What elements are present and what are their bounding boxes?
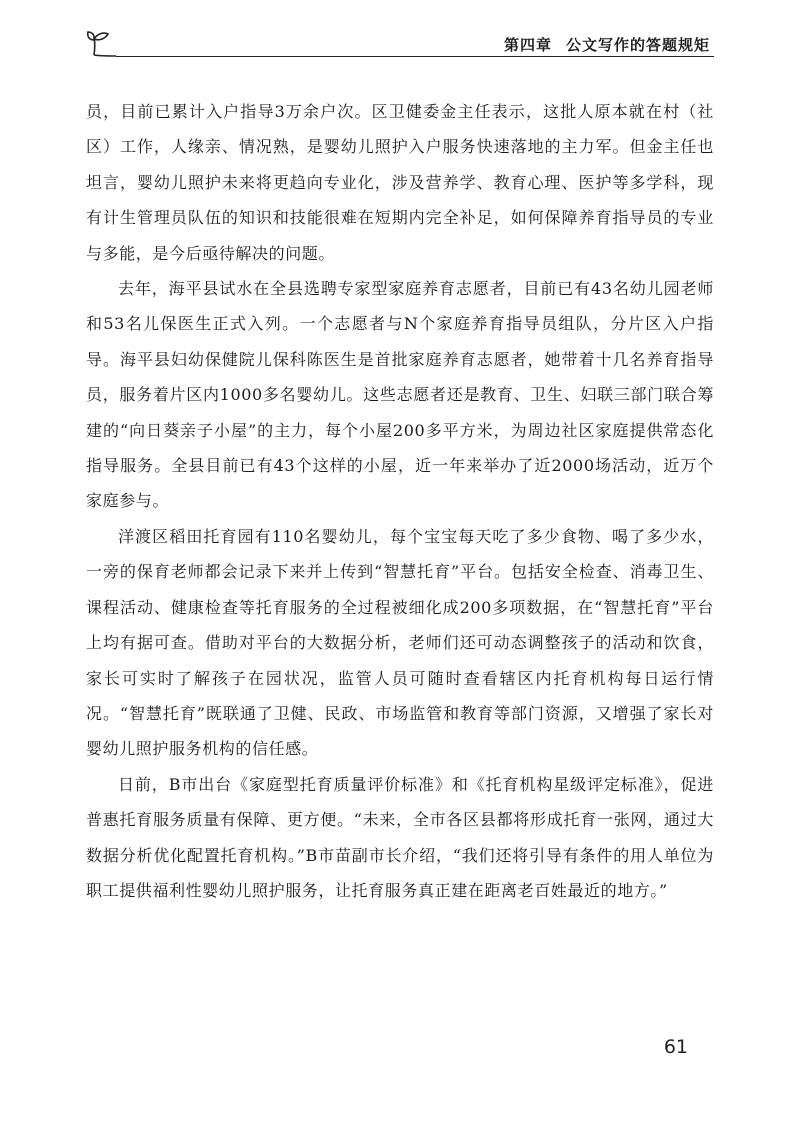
paragraph-2: 去年，海平县试水在全县选聘专家型家庭养育志愿者，目前已有43名幼儿园老师和53名儿保医生正式入列。一个志愿者与N个家庭养育指导员组队，分片区入户指导。海平县妇幼保健院儿保科陈医生是首批家庭养育志愿者，她带着十几名养育指导员，服务着片区内1000多名婴幼儿。这些志愿者还是教育、卫生、妇联三部门联合筹建的“向日葵亲子小屋”的主力，每个小屋200多平方米，为周边社区家庭提供常态化指导服务。全县目前已有43个这样的小屋，近一年来举办了近2000场活动，近万个家庭参与。 <box>86 279 714 511</box>
paragraph-3: 洋渡区稻田托育园有110名婴幼儿，每个宝宝每天吃了多少食物、喝了多少水，一旁的保育老师都会记录下来并上传到“智慧托育”平台。包括安全检查、消毒卫生、课程活动、健康检查等托育服务的全过程被细化成200多项数据，在“智慧托育”平台上均有据可查。借助对平台的大数据分析，老师们还可动态调整孩子的活动和饮食，家长可实时了解孩子在园状况，监管人员可随时查看辖区内托育机构每日运行情况。“智慧托育”既联通了卫健、民政、市场监管和教育等部门资源，又增强了家长对婴幼儿照护服务机构的信任感。 <box>86 526 714 759</box>
header-rule <box>116 56 714 57</box>
body-text <box>86 94 714 908</box>
running-header <box>86 28 714 64</box>
sprout-logo-icon <box>86 28 120 58</box>
paragraph-4: 日前，B市出台《家庭型托育质量评价标准》和《托育机构星级评定标准》，促进普惠托育服务质量有保障、更方便。“未来，全市各区县都将形成托育一张网，通过大数据分析优化配置托育机构。”B市苗副市长介绍，“我们还将引导有条件的用人单位为职工提供福利性婴幼儿照护服务，让托育服务真正建在距离老百姓最近的地方。” <box>86 774 714 900</box>
chapter-header <box>500 34 710 55</box>
chapter-title: 公文写作的答题规矩 <box>565 36 710 54</box>
chapter-label: 第四章 <box>503 36 552 54</box>
paragraph-1: 员，目前已累计入户指导3万余户次。区卫健委金主任表示，这批人原本就在村（社区）工作，人缘亲、情况熟，是婴幼儿照护入户服务快速落地的主力军。但金主任也坦言，婴幼儿照护未来将更趋向专业化，涉及营养学、教育心理、医护等多学科，现有计生管理员队伍的知识和技能很难在短期内完全补足，如何保障养育指导员的专业与多能，是今后亟待解决的问题。 <box>86 102 714 263</box>
page-number: 61 <box>663 1036 688 1058</box>
